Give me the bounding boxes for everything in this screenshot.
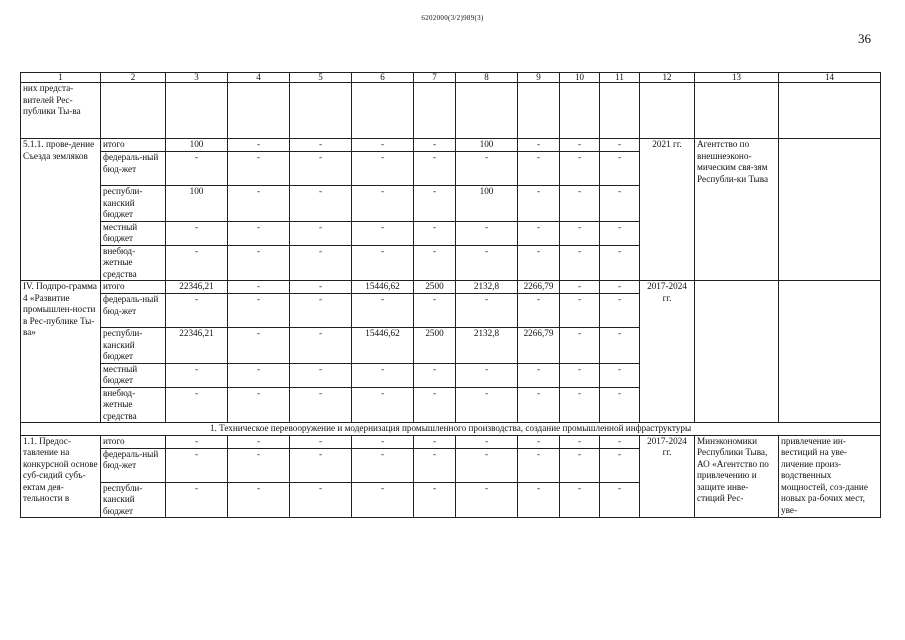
budget-value: - bbox=[352, 139, 414, 152]
budget-value: - bbox=[414, 186, 456, 222]
budget-value: - bbox=[228, 294, 290, 328]
budget-value: - bbox=[228, 482, 290, 518]
budget-value: - bbox=[166, 294, 228, 328]
budget-value: 2266,79 bbox=[518, 281, 560, 294]
budget-value: - bbox=[600, 387, 640, 423]
budget-value: - bbox=[518, 363, 560, 387]
period: 2017-2024 гг. bbox=[640, 281, 695, 423]
budget-value: - bbox=[228, 152, 290, 186]
expected-result: привлечение ин-вестиций на уве-личение произ-водственных мощностей, соз-дание новых ра-бочих мест, уве- bbox=[779, 435, 881, 518]
budget-value: 15446,62 bbox=[352, 281, 414, 294]
document-id: 6202000(3/2)989(3) bbox=[421, 14, 484, 22]
budget-value: - bbox=[352, 152, 414, 186]
column-number: 10 bbox=[560, 73, 600, 83]
budget-value: - bbox=[560, 435, 600, 448]
header-row bbox=[21, 73, 881, 83]
budget-value: - bbox=[228, 328, 290, 364]
budget-value: - bbox=[560, 448, 600, 482]
table-row bbox=[21, 83, 881, 139]
budget-table bbox=[20, 72, 881, 518]
budget-value: - bbox=[290, 152, 352, 186]
empty-cell bbox=[352, 83, 414, 139]
budget-value: - bbox=[456, 221, 518, 245]
table-row bbox=[21, 139, 881, 152]
budget-value: - bbox=[414, 294, 456, 328]
budget-value: - bbox=[560, 186, 600, 222]
period: 2017-2024 гг. bbox=[640, 435, 695, 518]
budget-value: - bbox=[290, 387, 352, 423]
budget-value: - bbox=[290, 328, 352, 364]
budget-value: - bbox=[560, 245, 600, 281]
empty-cell bbox=[600, 83, 640, 139]
budget-value: - bbox=[352, 245, 414, 281]
funding-source: итого bbox=[101, 139, 166, 152]
column-number: 2 bbox=[101, 73, 166, 83]
column-number: 8 bbox=[456, 73, 518, 83]
budget-value: - bbox=[228, 387, 290, 423]
budget-value: - bbox=[352, 435, 414, 448]
budget-value: - bbox=[518, 448, 560, 482]
budget-value: - bbox=[560, 221, 600, 245]
budget-value: - bbox=[414, 387, 456, 423]
budget-value: - bbox=[414, 152, 456, 186]
budget-value: - bbox=[518, 186, 560, 222]
empty-cell bbox=[695, 83, 779, 139]
budget-value: - bbox=[456, 245, 518, 281]
column-number: 7 bbox=[414, 73, 456, 83]
section-row bbox=[21, 423, 881, 436]
budget-value: - bbox=[166, 448, 228, 482]
budget-value: - bbox=[414, 139, 456, 152]
program-name: 1.1. Предос-тавление на конкурсной основе суб-сидий субъ-ектам дея-тельности в bbox=[21, 435, 101, 518]
budget-value: - bbox=[352, 482, 414, 518]
budget-value: - bbox=[228, 139, 290, 152]
table-row bbox=[21, 435, 881, 448]
table-row bbox=[21, 281, 881, 294]
column-number: 5 bbox=[290, 73, 352, 83]
funding-source: внебюд-жетные средства bbox=[101, 387, 166, 423]
budget-value: - bbox=[560, 139, 600, 152]
column-number: 11 bbox=[600, 73, 640, 83]
empty-cell bbox=[518, 83, 560, 139]
funding-source: федераль-ный бюд-жет bbox=[101, 152, 166, 186]
budget-value: - bbox=[228, 245, 290, 281]
budget-value: - bbox=[352, 363, 414, 387]
budget-value: - bbox=[518, 482, 560, 518]
budget-value: - bbox=[518, 221, 560, 245]
budget-value: 2500 bbox=[414, 328, 456, 364]
budget-value: - bbox=[352, 186, 414, 222]
budget-value: - bbox=[290, 363, 352, 387]
column-number: 1 bbox=[21, 73, 101, 83]
empty-cell bbox=[166, 83, 228, 139]
budget-value: - bbox=[560, 328, 600, 364]
budget-value: - bbox=[228, 435, 290, 448]
column-number: 4 bbox=[228, 73, 290, 83]
budget-value: - bbox=[290, 139, 352, 152]
budget-value: - bbox=[290, 294, 352, 328]
budget-value: - bbox=[414, 363, 456, 387]
funding-source: республи-канский бюджет bbox=[101, 482, 166, 518]
empty-cell bbox=[560, 83, 600, 139]
budget-value: - bbox=[600, 363, 640, 387]
budget-value: - bbox=[166, 435, 228, 448]
budget-value: - bbox=[414, 221, 456, 245]
budget-value: - bbox=[560, 294, 600, 328]
budget-value: - bbox=[560, 387, 600, 423]
budget-value: - bbox=[414, 448, 456, 482]
empty-cell bbox=[290, 83, 352, 139]
budget-value: - bbox=[456, 482, 518, 518]
budget-value: - bbox=[414, 482, 456, 518]
budget-value: - bbox=[228, 186, 290, 222]
budget-value: - bbox=[456, 387, 518, 423]
budget-value: - bbox=[600, 221, 640, 245]
period: 2021 гг. bbox=[640, 139, 695, 281]
budget-value: - bbox=[166, 221, 228, 245]
page-number: 36 bbox=[858, 31, 871, 46]
funding-source: внебюд-жетные средства bbox=[101, 245, 166, 281]
budget-value: - bbox=[560, 281, 600, 294]
budget-value: - bbox=[228, 363, 290, 387]
budget-value: - bbox=[290, 482, 352, 518]
empty-cell bbox=[414, 83, 456, 139]
budget-value: - bbox=[456, 435, 518, 448]
budget-value: 100 bbox=[456, 139, 518, 152]
funding-source: местный бюджет bbox=[101, 363, 166, 387]
budget-value: 22346,21 bbox=[166, 328, 228, 364]
budget-value: - bbox=[518, 435, 560, 448]
budget-value: - bbox=[560, 482, 600, 518]
budget-value: - bbox=[600, 152, 640, 186]
budget-value: - bbox=[352, 294, 414, 328]
budget-value: - bbox=[560, 363, 600, 387]
budget-value: 22346,21 bbox=[166, 281, 228, 294]
budget-value: - bbox=[290, 245, 352, 281]
budget-value: - bbox=[518, 139, 560, 152]
budget-value: 100 bbox=[456, 186, 518, 222]
column-number: 14 bbox=[779, 73, 881, 83]
executor bbox=[695, 281, 779, 423]
budget-value: 15446,62 bbox=[352, 328, 414, 364]
budget-value: - bbox=[228, 448, 290, 482]
empty-cell bbox=[101, 83, 166, 139]
budget-value: - bbox=[518, 387, 560, 423]
funding-source: местный бюджет bbox=[101, 221, 166, 245]
budget-value: 2132,8 bbox=[456, 281, 518, 294]
funding-source: федераль-ный бюд-жет bbox=[101, 294, 166, 328]
budget-value: - bbox=[290, 186, 352, 222]
column-number: 9 bbox=[518, 73, 560, 83]
funding-source: итого bbox=[101, 281, 166, 294]
budget-value: - bbox=[228, 221, 290, 245]
section-title: 1. Техническое перевооружение и модернизация промышленного производства, создание промышленной инфраструктуры bbox=[21, 423, 881, 436]
funding-source: республи-канский бюджет bbox=[101, 328, 166, 364]
budget-value: 100 bbox=[166, 139, 228, 152]
expected-result bbox=[779, 281, 881, 423]
budget-value: - bbox=[600, 281, 640, 294]
budget-value: - bbox=[600, 448, 640, 482]
budget-value: - bbox=[166, 363, 228, 387]
budget-value: - bbox=[290, 435, 352, 448]
column-number: 3 bbox=[166, 73, 228, 83]
budget-value: 2132,8 bbox=[456, 328, 518, 364]
budget-value: - bbox=[290, 221, 352, 245]
budget-value: - bbox=[560, 152, 600, 186]
executor: Минэкономики Республики Тыва, АО «Агентство по привлечению и защите инве-стиций Рес- bbox=[695, 435, 779, 518]
budget-value: - bbox=[600, 139, 640, 152]
program-name: IV. Подпро-грамма 4 «Развитие промышлен-ности в Рес-публике Ты-ва» bbox=[21, 281, 101, 423]
budget-value: - bbox=[600, 294, 640, 328]
column-number: 13 bbox=[695, 73, 779, 83]
funding-source: итого bbox=[101, 435, 166, 448]
budget-value: - bbox=[456, 294, 518, 328]
funding-source: федераль-ный бюд-жет bbox=[101, 448, 166, 482]
budget-value: 100 bbox=[166, 186, 228, 222]
budget-value: - bbox=[352, 448, 414, 482]
budget-value: - bbox=[600, 186, 640, 222]
empty-cell bbox=[228, 83, 290, 139]
empty-cell bbox=[640, 83, 695, 139]
budget-value: - bbox=[456, 363, 518, 387]
budget-value: - bbox=[352, 387, 414, 423]
budget-value: - bbox=[414, 245, 456, 281]
budget-value: - bbox=[166, 245, 228, 281]
column-number: 6 bbox=[352, 73, 414, 83]
budget-value: - bbox=[518, 294, 560, 328]
budget-value: - bbox=[456, 152, 518, 186]
program-name: них предста-вителей Рес-публики Ты-ва bbox=[21, 83, 101, 139]
budget-value: - bbox=[290, 281, 352, 294]
budget-value: - bbox=[518, 152, 560, 186]
executor: Агентство по внешнеэконо-мическим свя-зям Республи-ки Тыва bbox=[695, 139, 779, 281]
budget-value: 2500 bbox=[414, 281, 456, 294]
budget-value: - bbox=[600, 435, 640, 448]
funding-source: республи-канский бюджет bbox=[101, 186, 166, 222]
budget-value: - bbox=[600, 482, 640, 518]
budget-value: - bbox=[290, 448, 352, 482]
budget-value: - bbox=[166, 387, 228, 423]
budget-value: - bbox=[600, 245, 640, 281]
budget-value: - bbox=[352, 221, 414, 245]
expected-result bbox=[779, 139, 881, 281]
program-name: 5.1.1. прове-дение Съезда земляков bbox=[21, 139, 101, 281]
budget-value: - bbox=[414, 435, 456, 448]
budget-value: - bbox=[228, 281, 290, 294]
empty-cell bbox=[456, 83, 518, 139]
column-number: 12 bbox=[640, 73, 695, 83]
budget-value: - bbox=[456, 448, 518, 482]
budget-value: 2266,79 bbox=[518, 328, 560, 364]
budget-value: - bbox=[166, 152, 228, 186]
budget-value: - bbox=[166, 482, 228, 518]
empty-cell bbox=[779, 83, 881, 139]
budget-value: - bbox=[518, 245, 560, 281]
budget-value: - bbox=[600, 328, 640, 364]
